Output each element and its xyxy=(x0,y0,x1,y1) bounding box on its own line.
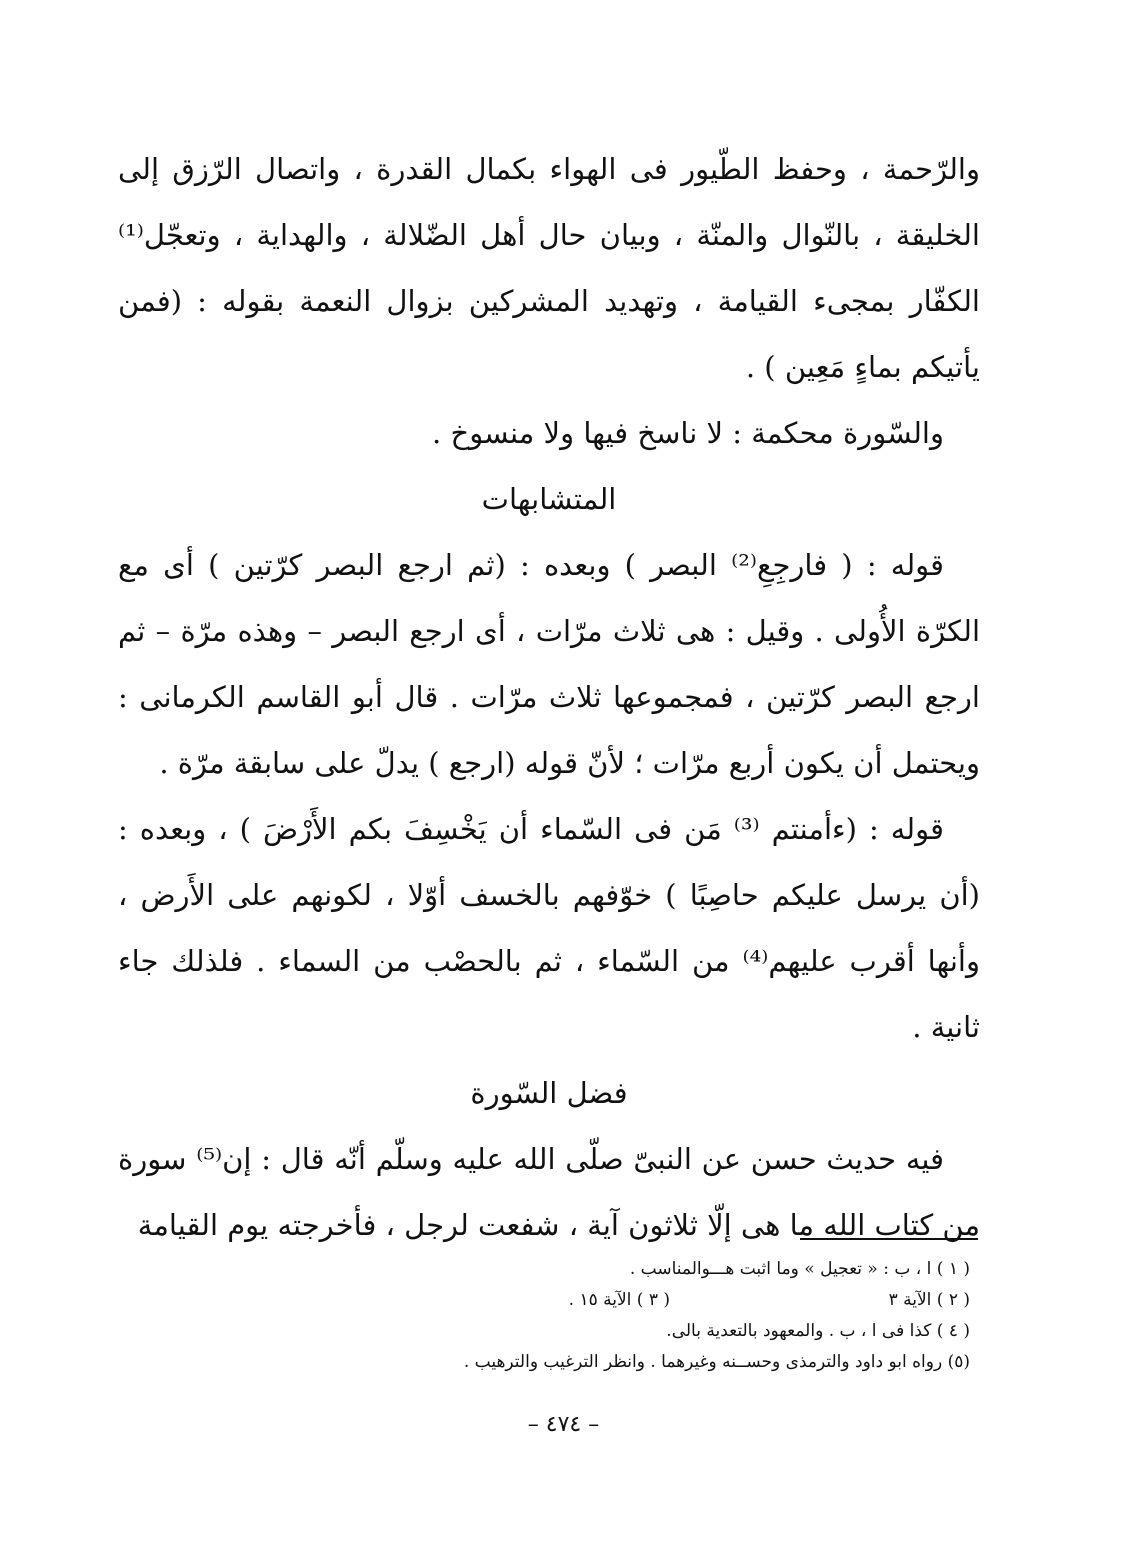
paragraph-irjaa: قوله : ( فارجِعِ⁽²⁾ البصر ) وبعده : (ثم ارجع البصر كرّتين ) أى مع الكرّة الأُولى . وقيل : هى ثلاث مرّات ، أى ارجع البصر – وهذه مرّة – ثم ارجع البصر كرّتين ، فمجموعها ثلاث مرّات . قال أبو القاسم الكرمانى : ويحتمل أن يكون أربع مرّات ؛ لأنّ قوله (ارجع ) يدلّ على سابقة مرّة . xyxy=(118,548,980,780)
paragraph-hadith: فيه حديث حسن عن النبىّ صلّى الله عليه وسلّم أنّه قال : إن⁽⁵⁾ سورة من كتاب الله ما هى إلّا ثلاثون آية ، شفعت لرجل ، فأخرجته يوم القيامة xyxy=(118,1142,980,1242)
footnote-2: ( ٢ ) الآية ٣ xyxy=(888,1290,970,1310)
heading-fadl-al-sura: فضل السّورة xyxy=(470,1076,628,1110)
footnote-5: (٥) رواه ابو داود والترمذى وحســنه وغيرهما . وانظر الترغيب والترهيب . xyxy=(463,1352,970,1372)
footnote-row-2-3 xyxy=(180,1285,970,1316)
paragraph-intro: والرّحمة ، وحفظ الطّيور فى الهواء بكمال القدرة ، واتصال الرّزق إلى الخليقة ، بالنّوال والمنّة ، وبيان حال أهل الضّلالة ، والهداية ، وتعجّل⁽¹⁾ الكفّار بمجىء القيامة ، وتهديد المشركين بزوال النعمة بقوله : (فمن يأتيكم بماءٍ مَعِين ) . xyxy=(118,152,980,384)
paragraph-muhkama: والسّورة محكمة : لا ناسخ فيها ولا منسوخ . xyxy=(432,416,944,450)
footnote-separator xyxy=(800,1238,978,1240)
footnote-3: ( ٣ ) الآية ١٥ . xyxy=(568,1290,670,1310)
footnotes xyxy=(180,1254,970,1378)
paragraph-amintum: قوله : (ءأمنتم ⁽³⁾ مَن فى السّماء أن يَخْسِفَ بكم الأَرْضَ ) ، وبعده : (أن يرسل عليكم حاصِبًا ) خوّفهم بالخسف أوّلا ، لكونهم على الأَرض ، وأنها أقرب عليهم⁽⁴⁾ من السّماء ، ثم بالحصْب من السماء . فلذلك جاء ثانية . xyxy=(118,812,980,1044)
footnote-4: ( ٤ ) كذا فى ا ، ب . والمعهود بالتعدية بالى. xyxy=(666,1321,970,1341)
page-number: – ٤٧٤ – xyxy=(527,1412,600,1437)
heading-mutashabihat: المتشابهات xyxy=(481,482,617,516)
footnote-1: ( ١ ) ا ، ب : « تعجيل » وما اثبت هـــوالمناسب . xyxy=(629,1259,970,1279)
main-text xyxy=(118,136,980,1258)
